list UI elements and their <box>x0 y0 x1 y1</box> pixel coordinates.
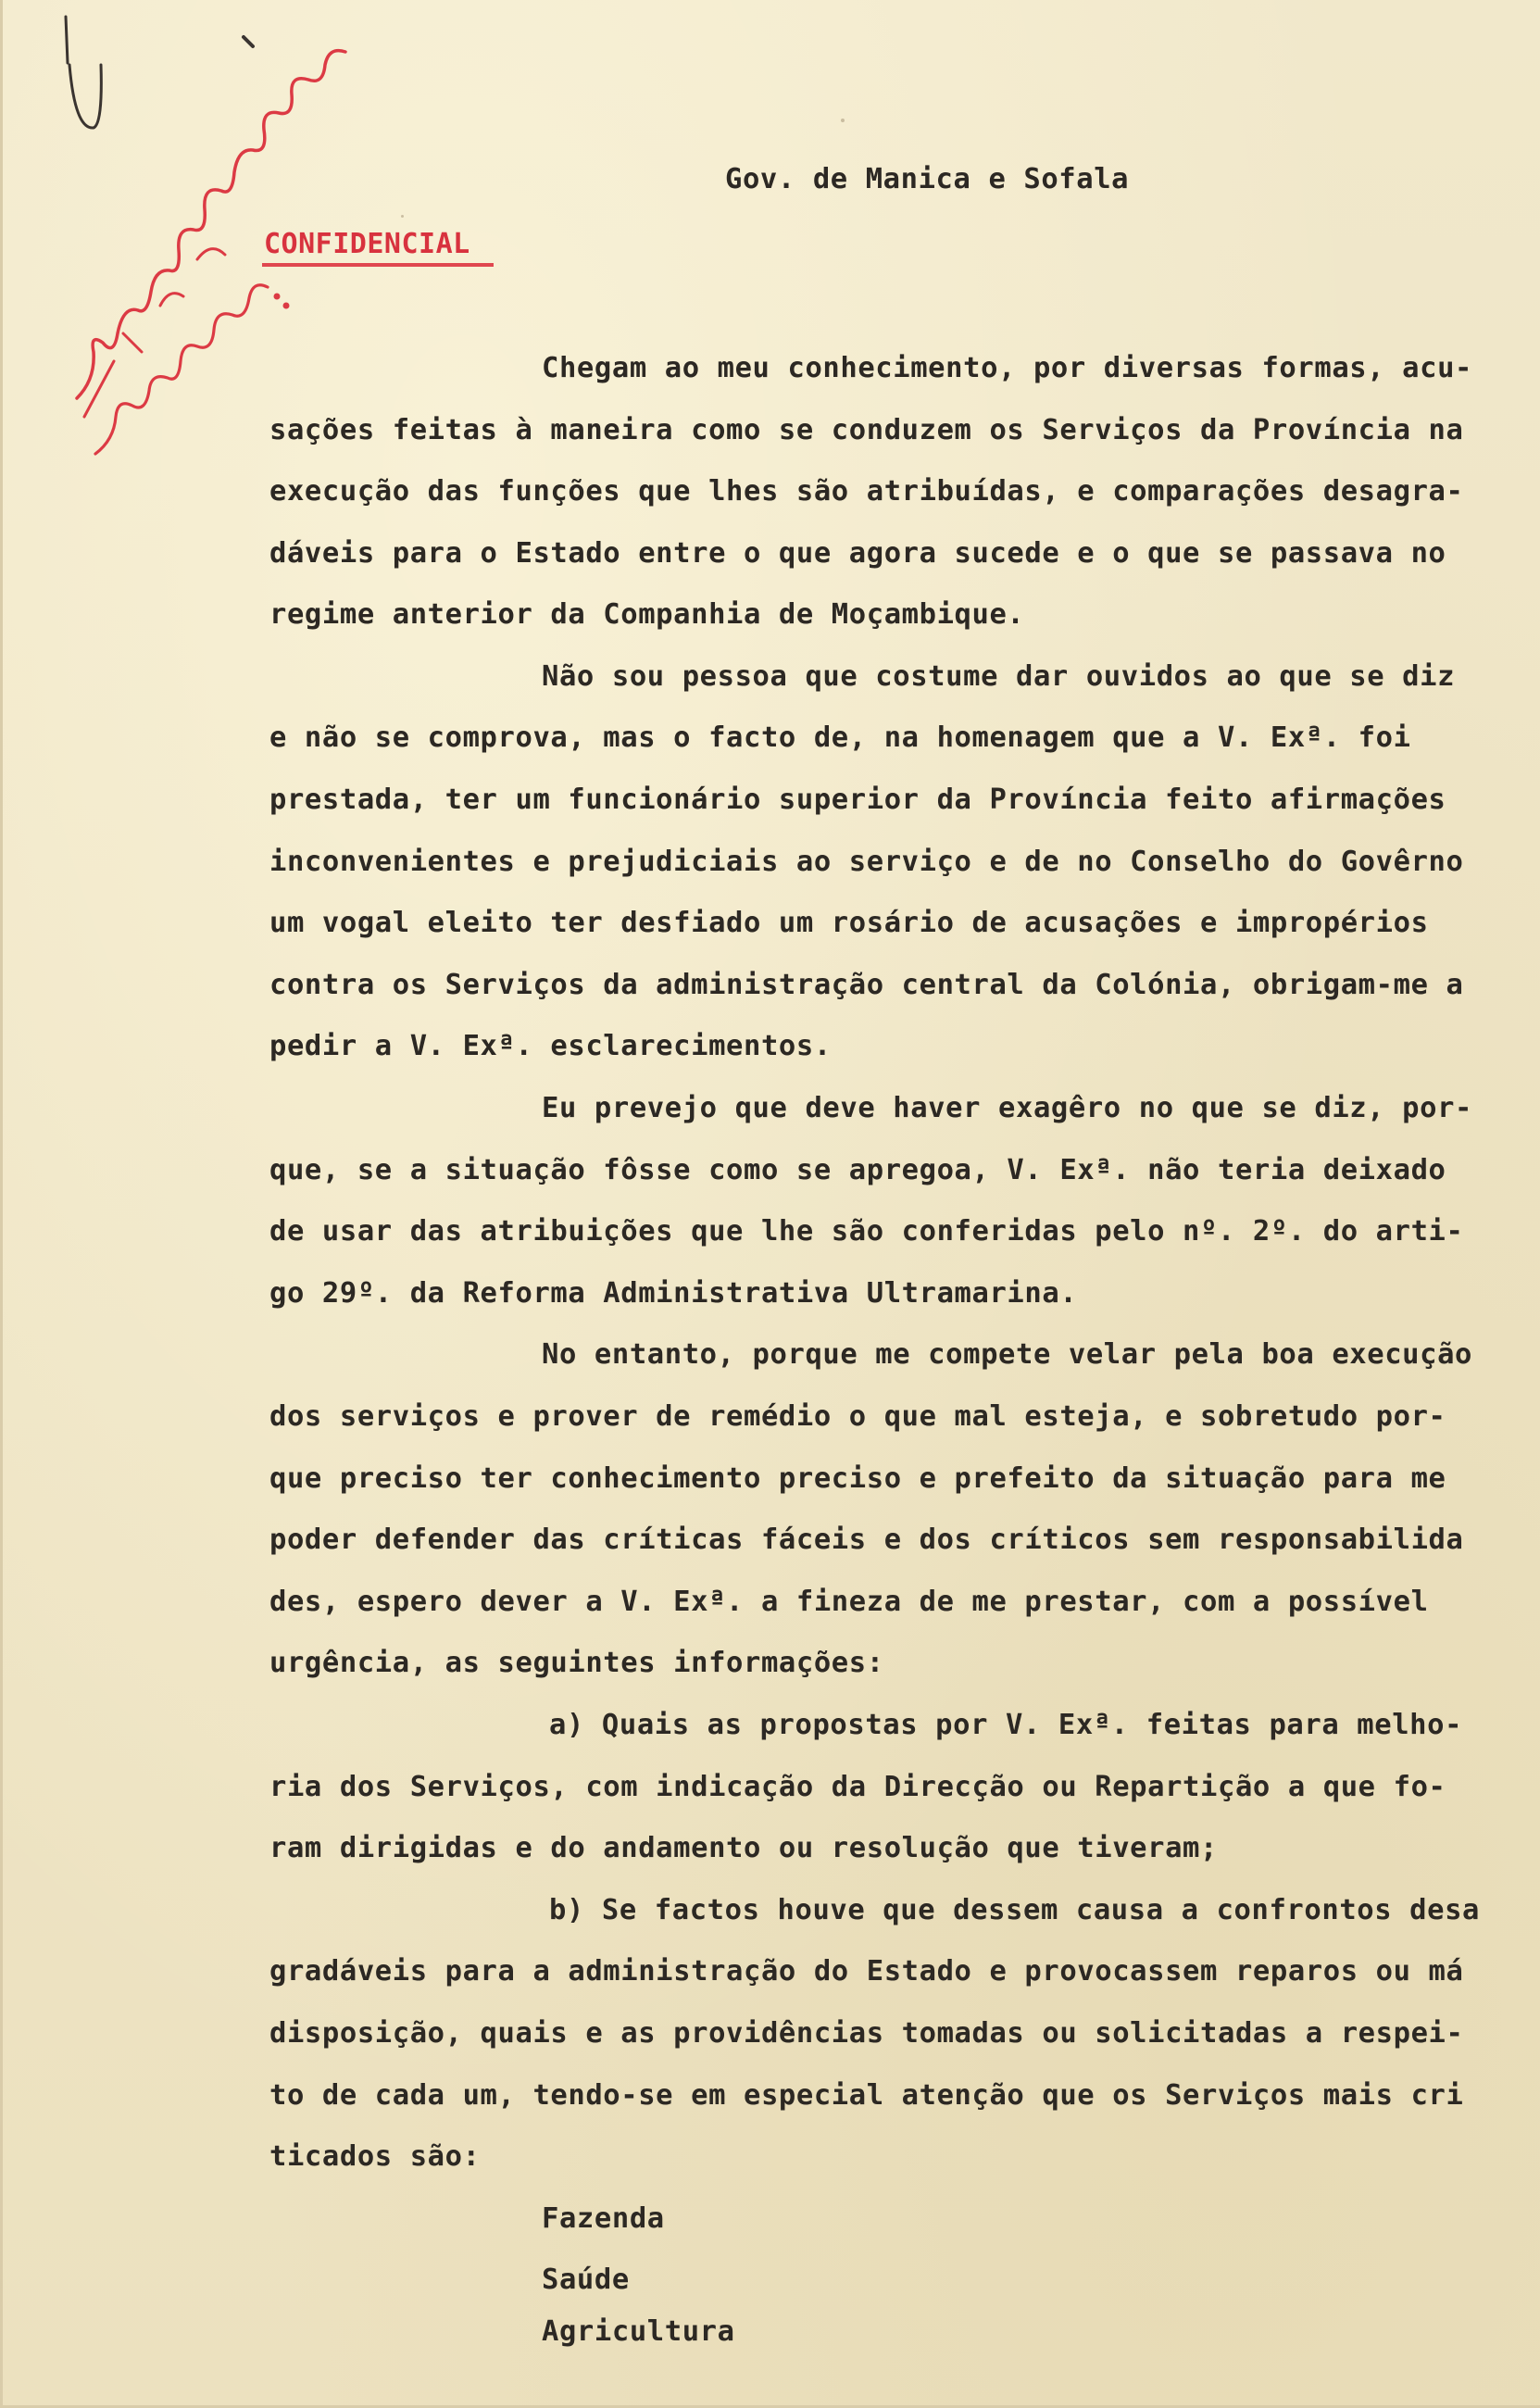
body-line: gradáveis para a administração do Estado e provocassem reparos ou má <box>269 1955 1464 1988</box>
body-line: poder defender das críticas fáceis e dos críticos sem responsabilida <box>269 1524 1464 1556</box>
body-line: go 29º. da Reforma Administrativa Ultramarina. <box>269 1277 1078 1310</box>
body-line: prestada, ter um funcionário superior da Província feito afirmações <box>269 784 1446 816</box>
body-line: to de cada um, tendo-se em especial atenção que os Serviços mais cri <box>269 2079 1464 2112</box>
list-item: Agricultura <box>542 2315 735 2348</box>
body-line: dáveis para o Estado entre o que agora sucede e o que se passava no <box>269 537 1446 570</box>
body-line: dos serviços e prover de remédio o que mal esteja, e sobretudo por- <box>269 1400 1446 1433</box>
body-line: inconvenientes e prejudiciais ao serviço e de no Conselho do Govêrno <box>269 846 1464 878</box>
list-item: Fazenda <box>542 2202 665 2235</box>
body-line: Chegam ao meu conhecimento, por diversas formas, acu- <box>542 352 1473 384</box>
body-line: sações feitas à maneira como se conduzem os Serviços da Província na <box>269 414 1464 446</box>
paper-speck <box>1318 1417 1321 1420</box>
list-item: Saúde <box>542 2264 630 2296</box>
body-line: pedir a V. Exª. esclarecimentos. <box>269 1030 832 1062</box>
body-line: um vogal eleito ter desfiado um rosário de acusações e impropérios <box>269 907 1429 939</box>
classification-stamp: CONFIDENCIAL <box>264 228 470 260</box>
body-line: que, se a situação fôsse como se apregoa, V. Exª. não teria deixado <box>269 1154 1446 1186</box>
body-line: urgência, as seguintes informações: <box>269 1647 884 1679</box>
body-line: b) Se factos houve que dessem causa a confrontos desa <box>549 1894 1481 1926</box>
stamp-underline <box>262 263 494 267</box>
body-line: de usar das atribuições que lhe são conferidas pelo nº. 2º. do arti- <box>269 1215 1464 1248</box>
body-line: execução das funções que lhes são atribuídas, e comparações desagra- <box>269 475 1464 508</box>
body-line: a) Quais as propostas por V. Exª. feitas para melho- <box>549 1709 1463 1741</box>
page-header: Gov. de Manica e Sofala <box>725 163 1130 195</box>
body-line: disposição, quais e as providências tomadas ou solicitadas a respei- <box>269 2017 1464 2050</box>
body-line: des, espero dever a V. Exª. a fineza de me prestar, com a possível <box>269 1586 1429 1618</box>
body-line: ram dirigidas e do andamento ou resolução que tiveram; <box>269 1832 1218 1864</box>
body-line: regime anterior da Companhia de Moçambique. <box>269 598 1025 631</box>
paper-speck <box>841 119 845 122</box>
body-line: contra os Serviços da administração central da Colónia, obrigam-me a <box>269 969 1464 1001</box>
body-line: e não se comprova, mas o facto de, na homenagem que a V. Exª. foi <box>269 721 1411 754</box>
body-line: ria dos Serviços, com indicação da Direcção ou Repartição a que fo- <box>269 1771 1446 1803</box>
body-line: Eu prevejo que deve haver exagêro no que se diz, por- <box>542 1092 1473 1124</box>
body-line: que preciso ter conhecimento preciso e prefeito da situação para me <box>269 1462 1446 1495</box>
body-line: No entanto, porque me compete velar pela boa execução <box>542 1338 1473 1371</box>
body-line: ticados são: <box>269 2140 481 2173</box>
paper-speck <box>401 215 404 218</box>
body-line: Não sou pessoa que costume dar ouvidos ao que se diz <box>542 660 1456 693</box>
